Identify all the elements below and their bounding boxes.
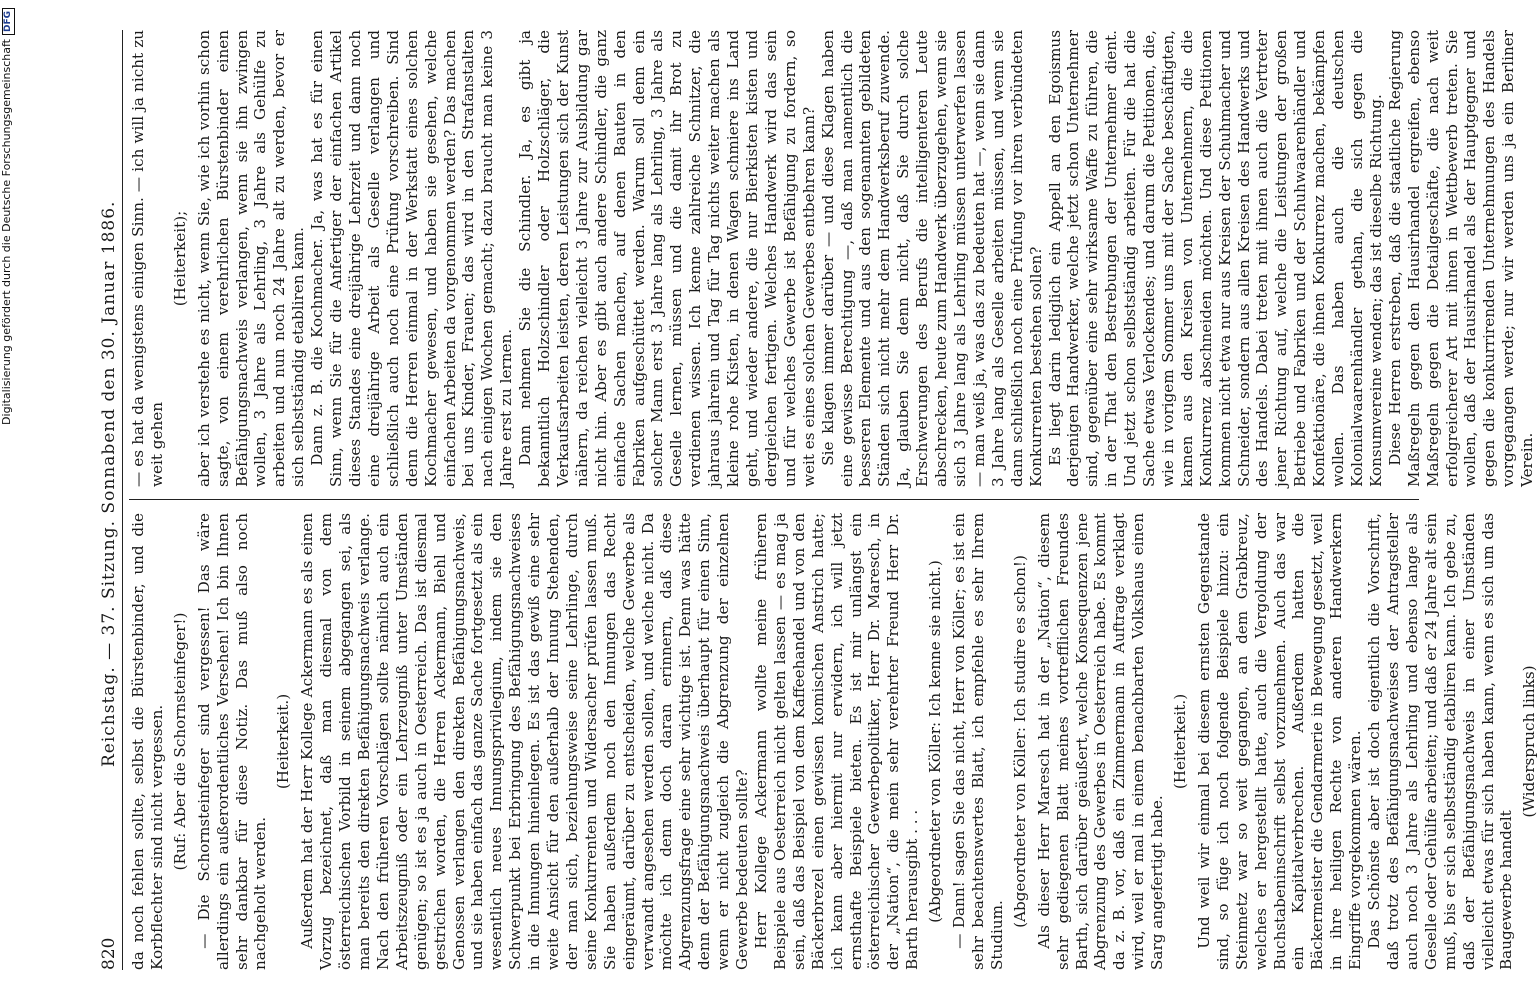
paragraph: — Die Schornsteinfeger sind vergessen! Das wäre allerdings ein außerordentliches Versehen! Ich bin Ihnen sehr dankbar für diese Notiz. Das muß also noch nachgeholt werden. [194, 513, 270, 970]
interjection: (Heiterkeit.) [274, 693, 293, 790]
header-title: Reichstag. — 37. Sitzung. Sonnabend den 30. Januar 1886. [99, 200, 119, 768]
paragraph: Herr Kollege Ackermann wollte meine früheren Beispiele aus Oesterreich nicht gelten lassen — es mag ja sein, daß das Beispiel von dem Kaffeehandel und von den Bäckerbrezel einen gewissen komischen Anstrich hatte; ich kann aber hiermit nur erwidern, ich will jetzt ernsthafte Beispiele bieten. Es ist mir unlängst ein österreichischer Gewerbepolitiker, Herr Dr. Maresch, in der „Nation“, die mein sehr verehrter Freund Herr Dr. Barth herausgibt . . . [752, 513, 922, 970]
paragraph: Sie klagen immer darüber — und diese Klagen haben eine gewisse Berechtigung —, daß man namentlich die besseren Elemente und aus den sogenannten gebildeten Ständen sich nicht mehr dem Handwerksberuf zuwende. Ja, glauben Sie denn nicht, daß Sie durch solche Erschwerungen des Berufs die intelligenteren Leute abschrecken, heute zum Handwerk überzugehen, wenn sie sich 3 Jahre lang als Lehrling müssen unterwerfen lassen — man weiß ja, was das zu bedeuten hat —, wenn sie dann 3 Jahre lang als Geselle arbeiten müssen, und wenn sie dann schließlich noch eine Prüfung vor ihren verbündeten Konkurrenten bestehen sollen? [818, 30, 1045, 487]
interjection: (Ruf: Aber die Schornsteinfeger!) [170, 612, 189, 871]
interjection: (Abgeordneter von Köller: Ich kenne sie nicht.) [926, 560, 945, 923]
paragraph: Dann nehmen Sie die Schindler. Ja, es gibt ja bekanntlich Holzschindler oder Holzschläger, die Verkaufsarbeiten leisten, deren Leistungen sich der Kunst nähern, da reichen vielleicht 3 Jahre zur Ausbildung gar nicht hin. Aber es gibt auch andere Schindler, die ganz einfache Sachen machen, auf denen Bauten in den Fabriken aufgeschüttet werden. Warum soll denn ein solcher Mann erst 3 Jahre lang als Lehrling, 3 Jahre als Geselle lernen, müssen und die damit ihr Brot zu verdienen wissen. Ich kenne zahlreiche Schnitzer, die jahraus jahrein und Tag für Tag nichts weiter machen als kleine rohe Kisten, in denen Wagen schmiere ins Land geht, und wieder andere, die nur Bierkisten kisten und dergleichen fertigen. Welches Handwerk wird das sein und für welches Gewerbe ist Befähigung zu fordern, so weit es eines solchen Gewerbes entbehren kann? [516, 30, 818, 487]
right-column [129, 30, 1537, 500]
page-number: 820 [99, 937, 119, 970]
paragraph: Außerdem hat der Herr Kollege Ackermann es als einen Vorzug bezeichnet, daß man diesmal von dem österreichischen Vorbild in seinem abgegangen sei, als man bereits den direkten Befähigungsnachweis verlange. Nach den früheren Vorschlägen sollte nämlich auch ein Arbeitszeugniß oder ein Lehrzeugniß unter Umständen genügen; so ist es ja auch in Oesterreich. Das ist diesmal gestrichen worden, die Herren Ackermann, Biehl und Genossen verlangen den direkten Befähigungsnachweis, und sie haben einfach das ganze Sache fortgesetzt als ein wesentlich neues Innungsprivilegium, indem sie den Schwerpunkt bei Erbringung des Befähigungsnachweises in die Innungen hineinlegen. Es ist das gewiß eine sehr weite Ansicht für den außerhalb der Innung Stehenden, der man sich, beziehungsweise seine Lehrlinge, durch seine Konkurrenten und Widersacher prüfen lassen muß. Sie haben außerdem noch den Innungen das Recht eingeräumt, darüber zu entscheiden, welche Gewerbe als verwandt angesehen werden sollen, und welche nicht. Da möchte ich denn doch daran erinnern, daß diese Abgrenzungsfrage eine sehr wichtige ist. Denn was hätte denn der Befähigungsnachweis überhaupt für einen Sinn, wenn er nicht zugleich die Abgrenzung der einzelnen Gewerbe bedeuten sollte? [298, 513, 752, 970]
paragraph: aber ich verstehe es nicht, wenn Sie, wie ich vorhin schon sagte, von einem verehrlichen Bürstenbinder einen Befähigungsnachweis verlangen, wenn sie ihn zwingen wollen, 3 Jahre als Lehrling, 3 Jahre als Gehülfe zu arbeiten und nun noch 24 Jahre alt zu werden, bevor er sich selbstständig etabliren kann. [194, 30, 308, 487]
paragraph: da noch fehlen sollte, selbst die Bürstenbinder, und die Korbflechter sind nicht vergessen. [129, 513, 166, 970]
interjection: (Widerspruch links) [1520, 665, 1539, 818]
rotated-newspaper-page [85, 0, 1539, 1000]
dfg-logo: DFG [2, 8, 15, 35]
digitization-credit [0, 0, 14, 1000]
paragraph: Und weil wir einmal bei diesem ernsten Gegenstande sind, so füge ich noch folgende Beispiele hinzu: ein Steinmetz war so weit gegangen, an dem Grabkreuz, welches er hergestellt hatte, auch die Vergoldung der Buchstabeninschrift selbst vorzunehmen. Auch das war ein Kapitalverbrechen. Außerdem hatten die Bäckermeister die Gendarmerie in Bewegung gesetzt, weil in ihre heiligen Rechte von anderen Handwerkern Eingriffe vorgekommen wären. [1194, 513, 1365, 970]
interjection: (Heiterkeit.) [1171, 693, 1190, 790]
credit-text: Digitalisierung gefördert durch die Deutsche Forschungsgemeinschaft [0, 39, 13, 425]
paragraph: Als dieser Herr Maresch hat in der „Nation“, diesem sehr gediegenen Blatt meines vortrefflichen Freundes Barth, sich darüber geäußert, welche Konsequenzen jene Abgrenzung des Gewerbes in Oesterreich habe. Es kommt da z. B. vor, daß ein Zimmermann in Auftrage verklagt wird, weil er mal in einem benachbarten Volkshaus einen Sarg angefertigt habe. [1034, 513, 1167, 970]
text-columns [129, 30, 1539, 970]
interjection: (Heiterkeit); [170, 210, 189, 307]
paragraph: Dann z. B. die Kochmacher. Ja, was hat es für einen Sinn, wenn Sie für die Anfertiger der einfachen Artikel dieses Standes eine dreijährige Lehrzeit und dann noch eine dreijährige Arbeit als Geselle verlangen und schließlich auch noch eine Prüfung vorschreiben. Sind denn die Herren einmal in der Werkstatt eines solchen Kochmacher gewesen, und haben sie gesehen, welche einfachen Arbeiten da vorgenommen werden? Das machen bei uns Kinder, Frauen; das wird in den Strafanstalten nach einigen Wochen gemacht; dazu braucht man keine 3 Jahre erst zu lernen. [308, 30, 516, 487]
paragraph: — Dann! sagen Sie das nicht, Herr von Köller; es ist ein sehr beachtenswertes Blatt, ich empfehle es sehr Ihrem Studium. [950, 513, 1006, 970]
paragraph: Diese Herren erstreben, daß die staatliche Regierung Maßregeln gegen den Hausirhandel ergreifen, ebenso Maßregeln gegen die Detailgeschäfte, die nach weit erfolgreicherer Art mit ihnen in Wettbewerb treten. Sie wollen, daß der Hausirhandel als der Hauptgegner und gegen die konkurrirenden Unternehmungen des Handels vorgegangen werde; nur wir werden uns ja ein Berliner Verein. [1385, 30, 1537, 487]
paragraph: Es liegt darin lediglich ein Appell an den Egoismus derjenigen Handwerker, welche jetzt schon Unternehmer sind, gegenüber eine sehr wirksame Waffe zu führen, die in der That den Bestrebungen der Unternehmer dient. Und jetzt schon selbstständig arbeiten. Für die hat die Sache etwas Verlockendes; und darum die Petitionen, die, wie in vorigem Sommer uns mit der Sache beschäftigten, kamen aus den Kreisen von Unternehmern, die die Konkurrenz abschneiden möchten. Und diese Petitionen kommen nicht etwa nur aus Kreisen der Schuhmacher und Schneider, sondern aus allen Kreisen des Handwerks und des Handels. Dabei treten mit ihnen auch die Vertreter jener Richtung auf, welche die Leistungen der großen Betriebe und Fabriken und der Schuhwaarenhändler und Konfektionäre, die ihnen Konkurrenz machen, bekämpfen wollen. Das haben auch die deutschen Kolonialwaarenhändler gethan, die sich gegen die Konsumvereine wenden; das ist dieselbe Richtung. [1045, 30, 1385, 487]
interjection: (Abgeordneter von Köller: Ich studire es schon!) [1010, 555, 1029, 928]
paragraph: Das Schönste aber ist doch eigentlich die Vorschrift, daß trotz des Befähigungsnachweises der Antragsteller auch noch 3 Jahre als Lehrling und ebenso lange als Geselle oder Gehülfe arbeiten; und daß er 24 Jahre alt sein muß, bis er sich selbstständig etabliren kann. Ich gebe zu, daß der Befähigungsnachweis in einer Umständen vielleicht etwas für sich haben kann, wenn es sich um das Baugewerbe handelt [1365, 513, 1516, 970]
column-divider [129, 499, 1419, 500]
page-header [95, 30, 123, 970]
paragraph: — es hat da wenigstens einigen Sinn. — ich will ja nicht zu weit gehen [129, 30, 166, 487]
left-column [129, 500, 1539, 970]
